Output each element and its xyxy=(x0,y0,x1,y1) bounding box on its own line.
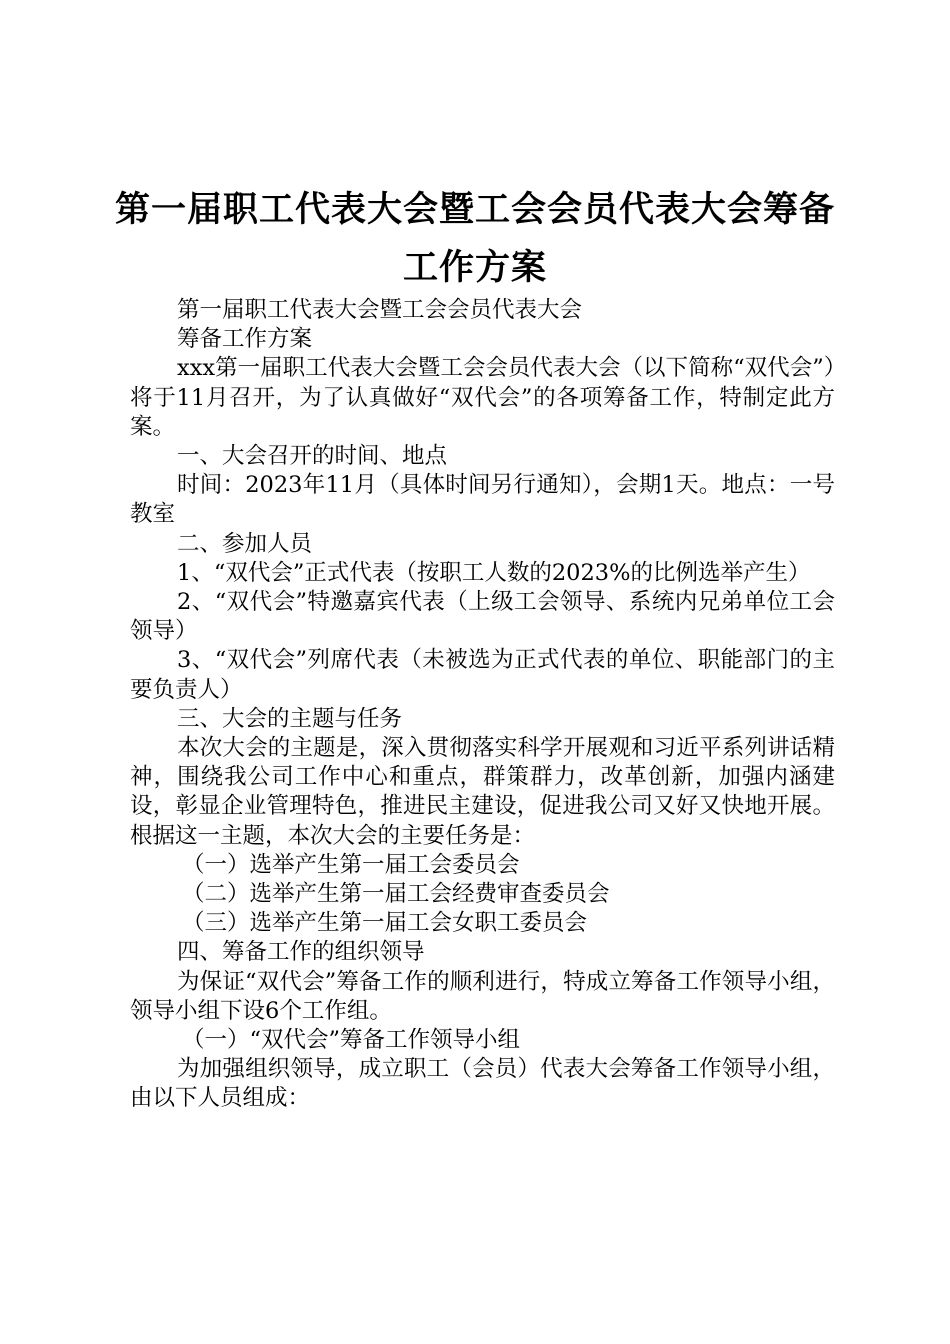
intro-paragraph: xxx第一届职工代表大会暨工会会员代表大会（以下简称“双代会”）将于11月召开，为了认真做好“双代会”的各项筹备工作，特制定此方案。 xyxy=(130,355,835,440)
subsection-heading-leading-group: （一）“双代会”筹备工作领导小组 xyxy=(182,1027,521,1054)
leading-group-paragraph: 为加强组织领导，成立职工（会员）代表大会筹备工作领导小组，由以下人员组成： xyxy=(130,1056,835,1112)
section-heading-time-place: 一、大会召开的时间、地点 xyxy=(177,443,448,470)
document-title-line-1: 第一届职工代表大会暨工会会员代表大会筹备 xyxy=(114,190,835,230)
task-item-3: （三）选举产生第一届工会女职工委员会 xyxy=(182,910,588,937)
participant-item-1: 1、“双代会”正式代表（按职工人数的2023%的比例选举产生） xyxy=(177,559,811,586)
theme-paragraph: 本次大会的主题是，深入贯彻落实科学开展观和习近平系列讲话精神，围绕我公司工作中心和重点，群策群力，改革创新，加强内涵建设，彰显企业管理特色，推进民主建设，促进我公司又好又快地开展。根据这一主题，本次大会的主要任务是： xyxy=(130,735,835,849)
document-body xyxy=(130,296,835,1114)
subtitle-line-2: 筹备工作方案 xyxy=(177,326,313,353)
task-item-2: （二）选举产生第一届工会经费审查委员会 xyxy=(182,881,610,908)
section-heading-participants: 二、参加人员 xyxy=(177,530,313,557)
organization-paragraph: 为保证“双代会”筹备工作的顺利进行，特成立筹备工作领导小组，领导小组下设6个工作组。 xyxy=(130,968,835,1024)
time-place-paragraph: 时间：2023年11月（具体时间另行通知），会期1天。地点：一号教室 xyxy=(130,472,835,528)
subtitle-line-1: 第一届职工代表大会暨工会会员代表大会 xyxy=(177,297,583,323)
participant-item-3: 3、“双代会”列席代表（未被选为正式代表的单位、职能部门的主要负责人） xyxy=(130,647,835,703)
task-item-1: （一）选举产生第一届工会委员会 xyxy=(182,851,520,878)
section-heading-organization: 四、筹备工作的组织领导 xyxy=(177,939,425,966)
section-heading-theme: 三、大会的主题与任务 xyxy=(177,705,403,732)
participant-item-2: 2、“双代会”特邀嘉宾代表（上级工会领导、系统内兄弟单位工会领导） xyxy=(130,589,835,645)
document-title-line-2: 工作方案 xyxy=(402,248,547,288)
